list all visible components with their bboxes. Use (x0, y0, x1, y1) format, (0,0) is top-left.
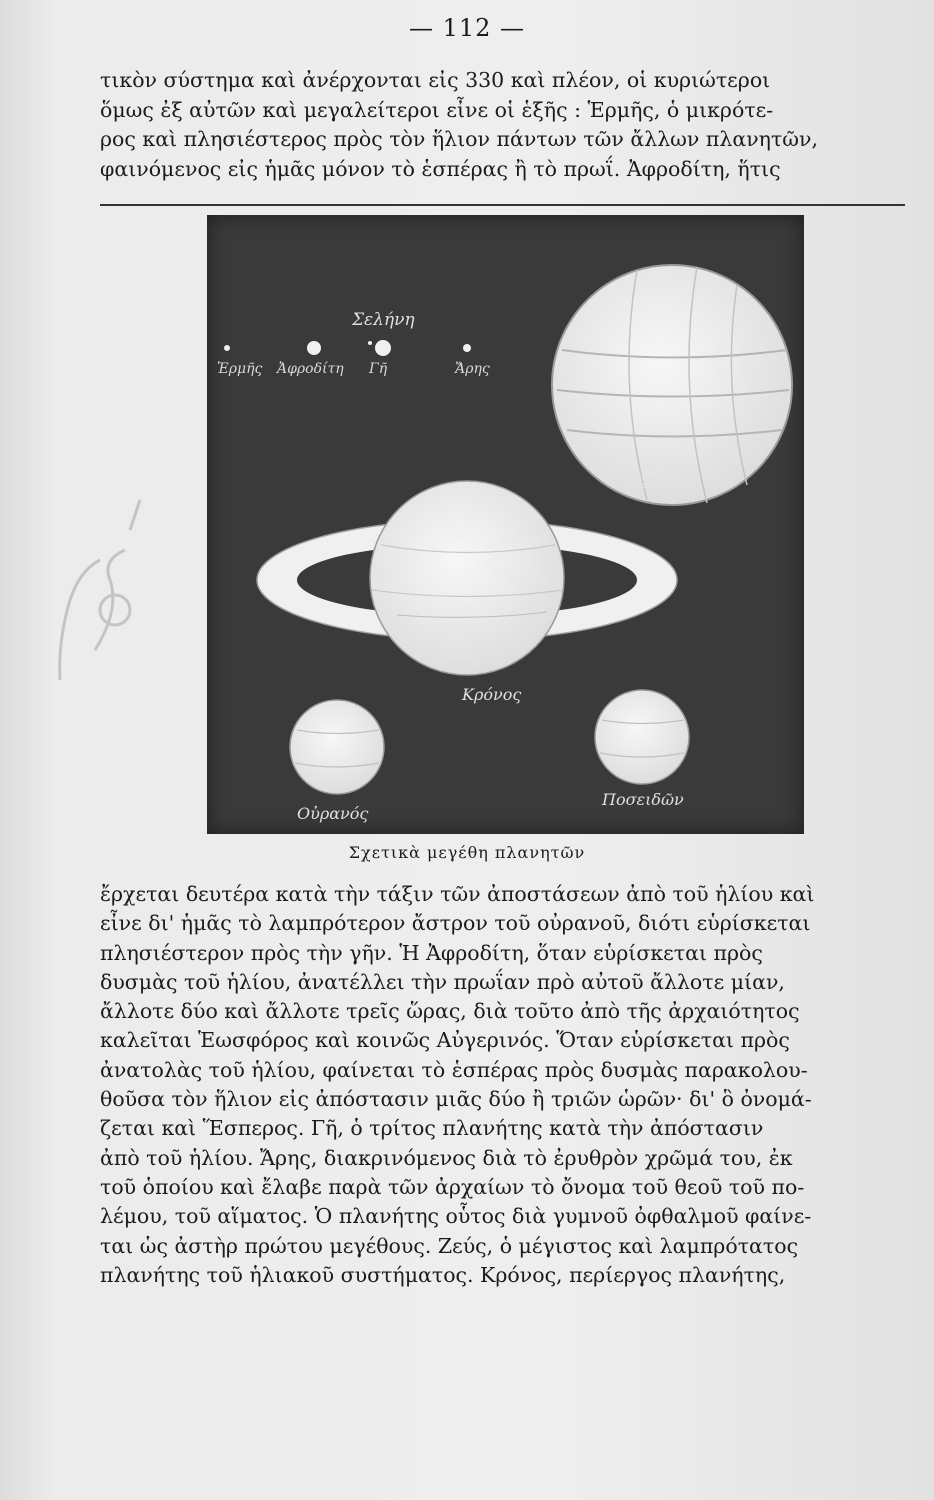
moon-label: Σελήνη (352, 310, 415, 330)
text-line: λέμου, τοῦ αἵματος. Ὁ πλανήτης οὗτος διὰ γυμνοῦ ὀφθαλμοῦ φαίνε- (100, 1204, 812, 1229)
text-line: τοῦ ὁποίου καὶ ἔλαβε παρὰ τῶν ἀρχαίων τὸ ὄνομα τοῦ θεοῦ τοῦ πο- (100, 1174, 805, 1199)
text-line: καλεῖται Ἑωσφόρος καὶ κοινῶς Αὐγερινός. Ὅταν εὑρίσκεται πρὸς (100, 1028, 790, 1053)
mars-planet (463, 344, 471, 352)
text-line: ὅμως ἐξ αὐτῶν καὶ μεγαλείτεροι εἶνε οἱ ἑξῆς : Ἑρμῆς, ὁ μικρότε- (100, 97, 774, 122)
jupiter-label: Ζεύς (640, 473, 679, 492)
mercury-label: Ἑρμῆς (217, 361, 263, 377)
earth-planet (375, 340, 391, 356)
text-line: εἶνε δι' ἡμᾶς τὸ λαμπρότερον ἄστρον τοῦ οὐρανοῦ, διότι εὑρίσκεται (100, 911, 811, 936)
text-line: δυσμὰς τοῦ ἡλίου, ἀνατέλλει τὴν πρωΐαν πρὸ αὐτοῦ ἄλλοτε μίαν, (100, 969, 785, 994)
paragraph-bottom (100, 880, 905, 1290)
paragraph-top (100, 66, 905, 184)
saturn-label: Κρόνος (462, 685, 522, 704)
venus-label: Ἀφροδίτη (277, 361, 344, 377)
neptune-planet (595, 690, 689, 784)
text-line: ται ὡς ἀστὴρ πρώτου μεγέθους. Ζεύς, ὁ μέγιστος καὶ λαμπρότατος (100, 1233, 799, 1258)
mars-label: Ἄρης (455, 361, 490, 377)
venus-planet (307, 341, 321, 355)
uranus-label: Οὐρανός (297, 804, 369, 823)
text-line: ἀπὸ τοῦ ἡλίου. Ἄρης, διακρινόμενος διὰ τὸ ἐρυθρὸν χρῶμά του, ἐκ (100, 1145, 793, 1170)
text-line: θοῦσα τὸν ἥλιον εἰς ἀπόστασιν μιᾶς δύο ἢ τριῶν ὡρῶν· δι' ὃ ὀνομά- (100, 1087, 812, 1112)
text-line: φαινόμενος εἰς ἡμᾶς μόνον τὸ ἑσπέρας ἢ τὸ πρωΐ. Ἀφροδίτη, ἥτις (100, 156, 781, 181)
text-line: ρος καὶ πλησιέστερος πρὸς τὸν ἥλιον πάντων τῶν ἄλλων πλανητῶν, (100, 127, 818, 151)
text-line: πλανήτης τοῦ ἡλιακοῦ συστήματος. Κρόνος, περίεργος πλανήτης, (100, 1262, 786, 1287)
moon-body (368, 341, 372, 345)
neptune-label: Ποσειδῶν (602, 790, 684, 809)
earth-label: Γῆ (369, 361, 388, 377)
figure-caption: Σχετικὰ μεγέθη πλανητῶν (348, 843, 586, 862)
text-line: ζεται καὶ Ἕσπερος. Γῆ, ὁ τρίτος πλανήτης κατὰ τὴν ἀπόστασιν (100, 1116, 764, 1141)
uranus-planet (290, 700, 384, 794)
text-line: ἄλλοτε δύο καὶ ἄλλοτε τρεῖς ὥρας, διὰ τοῦτο ἀπὸ τῆς ἀρχαιότητος (100, 999, 800, 1024)
pencil-scribble-mark (40, 490, 160, 690)
planets-illustration (207, 215, 804, 834)
planets-figure (207, 215, 804, 834)
saturn-planet (257, 481, 677, 675)
mercury-planet (224, 345, 230, 351)
text-line: τικὸν σύστημα καὶ ἀνέρχονται εἰς 330 καὶ πλέον, οἱ κυριώτεροι (100, 68, 771, 92)
page-number: — 112 — (408, 14, 526, 42)
jupiter-planet (552, 265, 792, 505)
text-line: πλησιέστερον πρὸς τὴν γῆν. Ἡ Ἀφροδίτη, ὅταν εὑρίσκεται πρὸς (100, 940, 763, 965)
text-line: ἔρχεται δευτέρα κατὰ τὴν τάξιν τῶν ἀποστάσεων ἀπὸ τοῦ ἡλίου καὶ (100, 882, 815, 906)
underline-rule (100, 204, 905, 206)
text-line: ἀνατολὰς τοῦ ἡλίου, φαίνεται τὸ ἑσπέρας πρὸς δυσμὰς παρακολου- (100, 1057, 808, 1082)
